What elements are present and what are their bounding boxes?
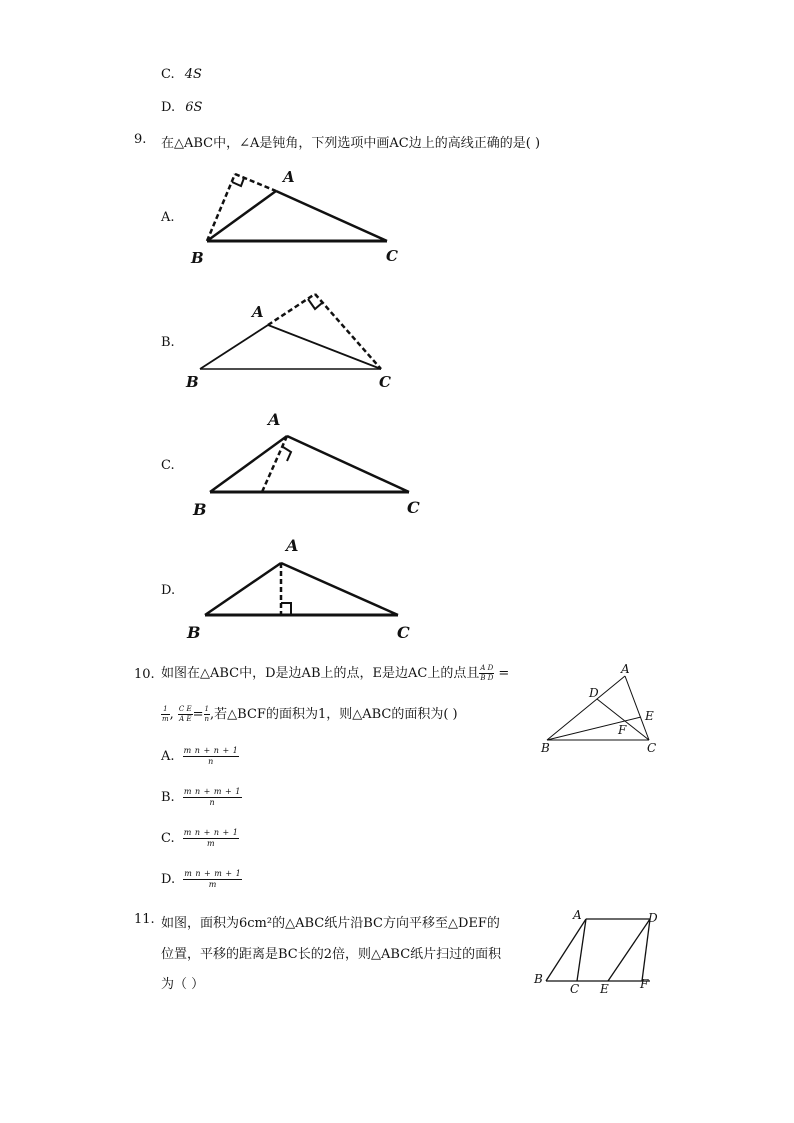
q8-option-c: C. 4S (161, 67, 202, 82)
q10-option-a: A. $\frac{\text{m n + n + 1}}{n}$ (161, 746, 239, 766)
q9-number: 9. (134, 132, 147, 147)
q11-label-f: F (640, 977, 649, 991)
q9-option-c-label: C. (161, 458, 175, 473)
q9c-label-a: A (268, 410, 281, 429)
q11-line1: 如图，面积为6cm²的△ABC纸片沿BC方向平移至△DEF的 (161, 916, 500, 931)
q10-label-a: A (621, 662, 630, 676)
q9-option-b-label: B. (161, 335, 175, 350)
q10-figure (535, 658, 675, 758)
q9a-label-a: A (283, 168, 295, 186)
q10-stem-line2: $\frac{1}{m}$ , $\frac{\text{C E}}{\text{A E}}$ = $\frac{1}{n}$ ,若△BCF的面积为1，则△ABC的面积为( ) (162, 705, 458, 723)
q11-line3: 为（ ） (161, 977, 205, 992)
q10-option-c: C. $\frac{\text{m n + n + 1}}{m}$ (161, 828, 239, 848)
q9-figure-a (185, 160, 415, 270)
q9a-label-b: B (191, 249, 204, 267)
q8-option-c-value: 4S (184, 67, 202, 82)
q8-option-d-value: 6S (185, 100, 203, 115)
q9-option-d-label: D. (161, 583, 176, 598)
q9d-label-c: C (397, 623, 410, 642)
q9c-label-b: B (193, 500, 207, 519)
q9-option-a-label: A. (161, 210, 175, 225)
q9c-label-c: C (407, 498, 420, 517)
q9b-label-a: A (252, 303, 264, 321)
q10-label-e: E (645, 709, 654, 723)
q11-number: 11. (134, 912, 155, 927)
q11-label-c: C (570, 982, 580, 996)
q10-ratio-ce-ae: $\frac{\text{C E}}{\text{A E}}$ (178, 705, 192, 723)
q10-label-b: B (541, 741, 550, 755)
q10-stem-line1: 如图在△ABC中，D是边AB上的点，E是边AC上的点且 $\frac{\text{A D}}{\text{B D}}$ = (161, 664, 510, 682)
q8-option-d: D. 6S (161, 100, 203, 115)
q9d-label-b: B (187, 623, 201, 642)
q10-label-d: D (589, 686, 599, 700)
q10-option-b: B. $\frac{\text{m n + m + 1}}{n}$ (161, 787, 241, 807)
q11-line2: 位置，平移的距离是BC长的2倍，则△ABC纸片扫过的面积 (161, 947, 502, 962)
q9b-label-c: C (379, 373, 391, 391)
q10-option-d: D. $\frac{\text{m n + m + 1}}{m}$ (161, 869, 242, 889)
q11-label-d: D (648, 911, 658, 925)
q10-ratio-ad-bd: $\frac{\text{A D}}{\text{B D}}$ (480, 664, 494, 682)
q11-figure (530, 905, 670, 995)
q10-number: 10. (134, 667, 155, 682)
q9-stem: 在△ABC中，∠A是钝角，下列选项中画AC边上的高线正确的是( ) (161, 136, 541, 151)
q11-label-e: E (600, 982, 609, 996)
q11-label-b: B (534, 972, 543, 986)
q10-label-c: C (647, 741, 657, 755)
q11-label-a: A (573, 908, 582, 922)
q10-label-f: F (618, 723, 627, 737)
q9a-label-c: C (386, 247, 398, 265)
q9b-label-b: B (186, 373, 199, 391)
q9-figure-c (185, 405, 435, 520)
q9d-label-a: A (286, 536, 299, 555)
q9-figure-d (185, 530, 425, 645)
q9-figure-b (180, 285, 410, 395)
q10-ratio-1-m: $\frac{1}{m}$ (162, 705, 169, 723)
q10-ratio-1-n: $\frac{1}{n}$ (204, 705, 210, 723)
